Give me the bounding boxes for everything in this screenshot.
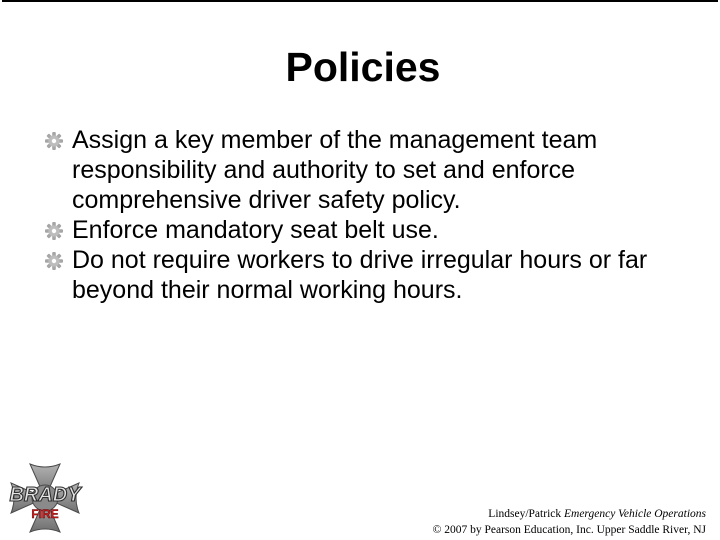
bullet-text: Assign a key member of the management team responsibility and authority to set and enforce comprehensive driver safety policy. <box>72 126 598 214</box>
bullet-item <box>44 245 704 305</box>
logo-brady-text: BRADY <box>9 484 81 506</box>
bullet-item <box>44 125 704 215</box>
gear-icon <box>44 131 64 151</box>
footer-authors: Lindsey/Patrick <box>488 508 562 520</box>
bullet-item <box>44 215 704 245</box>
gear-icon <box>44 221 64 241</box>
top-rule <box>2 0 718 2</box>
gear-icon <box>44 251 64 271</box>
logo-fire-text: FIRE <box>31 507 59 521</box>
brady-fire-logo <box>2 460 88 536</box>
footer-copyright: © 2007 by Pearson Education, Inc. Upper Saddle River, NJ <box>432 524 706 536</box>
bullet-text: Enforce mandatory seat belt use. <box>72 216 439 244</box>
bullet-list <box>44 125 704 305</box>
bullet-text: Do not require workers to drive irregular hours or far beyond their normal working hours. <box>72 246 648 304</box>
footer-book-title: Emergency Vehicle Operations <box>564 508 706 520</box>
footer-citation <box>286 506 706 538</box>
footer-line-1 <box>286 506 706 522</box>
slide-title: Policies <box>285 44 441 90</box>
